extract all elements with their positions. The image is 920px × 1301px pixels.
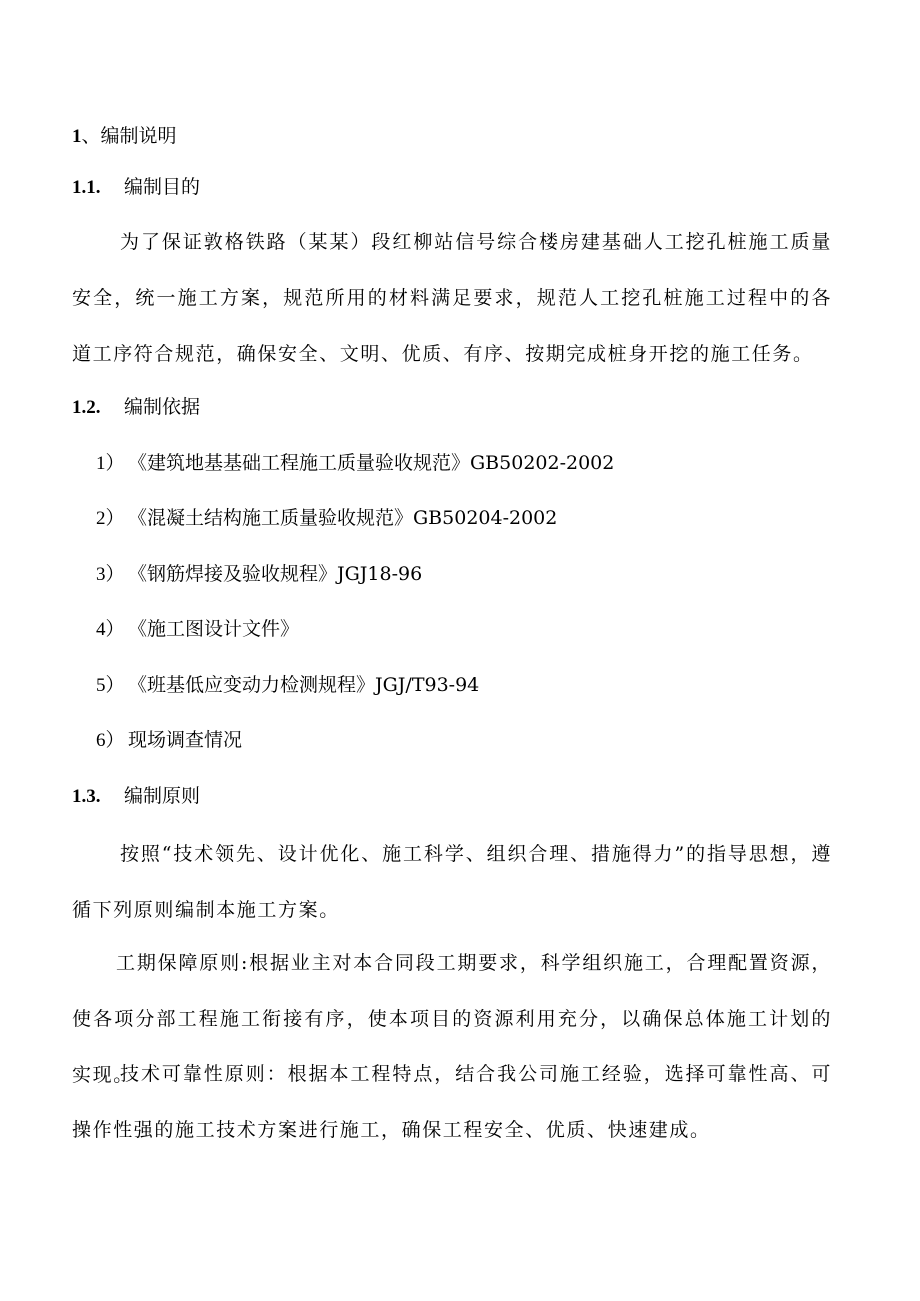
heading-1-2-number: 1.2. [72,397,101,418]
reference-label: 6） [96,730,125,751]
reference-text: 《施工图设计文件》 [128,618,300,640]
heading-1-1 [72,173,200,202]
purpose-paragraph: 为了保证敦格铁路（某某）段红柳站信号综合楼房建基础人工挖孔桩施工质量安全，统一施工方案，规范所用的材料满足要求，规范人工挖孔桩施工过程中的各道工序符合规范，确保安全、文明、优质、有序、按期完成桩身开挖的施工任务。 [72,231,832,365]
reference-text: 《混凝土结构施工质量验收规范》GB50204-2002 [128,507,558,529]
reference-text: 《钢筋焊接及验收规程》JGJ18-96 [128,563,423,585]
schedule-principle-paragraph: 工期保障原则:根据业主对本合同段工期要求，科学组织施工，合理配置资源，使各项分部工程施工衔接有序，使本项目的资源利用充分，以确保总体施工计划的实现。 [72,952,832,1086]
heading-1 [72,122,177,151]
reference-label: 3） [96,564,125,585]
heading-1-2-title: 编制依据 [124,396,201,418]
heading-1-2 [72,393,200,422]
heading-1-3-title: 编制原则 [124,785,201,807]
reference-text: 《建筑地基基础工程施工质量验收规范》GB50202-2002 [128,452,615,474]
reference-label: 2） [96,508,125,529]
reference-item [96,671,479,700]
reference-label: 5） [96,675,125,696]
heading-1-1-number: 1.1. [72,177,101,198]
heading-1-separator: 、 [81,125,101,147]
technical-principle-paragraph: 技术可靠性原则：根据本工程特点，结合我公司施工经验，选择可靠性高、可操作性强的施工技术方案进行施工，确保工程安全、优质、快速建成。 [72,1063,832,1141]
reference-label: 1） [96,453,125,474]
heading-1-3-number: 1.3. [72,786,101,807]
reference-text: 现场调查情况 [128,729,243,751]
heading-1-1-title: 编制目的 [124,176,201,198]
reference-text: 《班基低应变动力检测规程》JGJ/T93-94 [128,674,480,696]
reference-item [96,560,422,589]
reference-label: 4） [96,619,125,640]
heading-1-3 [72,782,200,811]
principle-intro-paragraph: 按照“技术领先、设计优化、施工科学、组织合理、措施得力”的指导思想，遵循下列原则编制本施工方案。 [72,843,832,921]
heading-1-number: 1 [72,126,82,147]
reference-item [96,449,614,478]
reference-item [96,504,557,533]
reference-item [96,615,299,644]
heading-1-title: 编制说明 [100,125,177,147]
reference-item [96,726,242,755]
